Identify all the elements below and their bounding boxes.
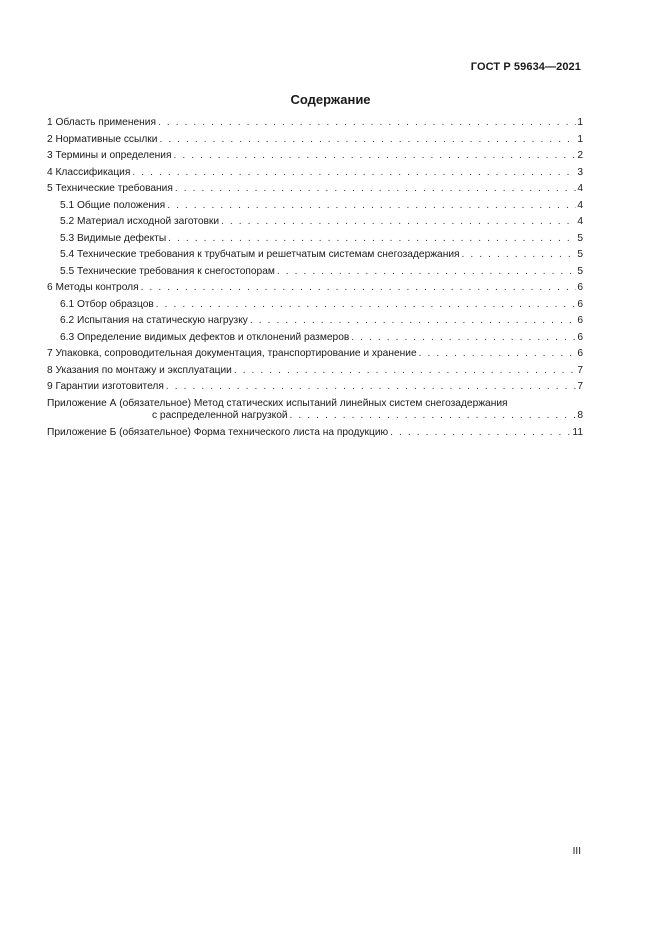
toc-entry-3[interactable] (47, 148, 583, 165)
toc-entry-page: 3 (577, 166, 583, 178)
toc-entry-label: 5.1 Общие положения (60, 199, 166, 211)
toc-entry-5-3[interactable] (47, 231, 583, 248)
toc-entry-6-3[interactable] (47, 330, 583, 347)
toc-entry-6[interactable] (47, 280, 583, 297)
toc-entry-page: 8 (577, 410, 583, 421)
toc-entry-page: 6 (577, 331, 583, 343)
toc-entry-2[interactable] (47, 132, 583, 149)
dot-leader (351, 330, 576, 347)
dot-leader (158, 115, 576, 132)
toc-entry-label: 6.1 Отбор образцов (60, 298, 154, 310)
dot-leader (221, 214, 576, 231)
dot-leader (167, 198, 576, 215)
toc-entry-9[interactable] (47, 379, 583, 396)
toc-entry-label: 5.5 Технические требования к снегостопорам (60, 265, 275, 277)
dot-leader (168, 231, 576, 248)
toc-entry-label: 8 Указания по монтажу и эксплуатации (47, 364, 232, 376)
dot-leader (277, 264, 576, 281)
toc-entry-7[interactable] (47, 346, 583, 363)
toc-entry-page: 6 (577, 282, 583, 293)
toc-entry-5-1[interactable] (47, 198, 583, 215)
toc-entry-label: 9 Гарантии изготовителя (47, 381, 164, 392)
toc-entry-label: 6.3 Определение видимых дефектов и отклонений размеров (60, 331, 350, 343)
toc-entry-page: 5 (577, 249, 583, 260)
dot-leader (141, 280, 577, 297)
toc-entry-label: Приложение Б (обязательное) Форма технического листа на продукцию (47, 427, 389, 438)
toc-entry-page: 6 (577, 298, 583, 310)
dot-leader (250, 313, 576, 330)
toc-entry-1[interactable] (47, 115, 583, 132)
dot-leader (156, 297, 577, 314)
toc-entry-page: 5 (577, 265, 583, 277)
document-code: ГОСТ Р 59634—2021 (470, 61, 581, 73)
dot-leader (173, 148, 576, 165)
toc-entry-8[interactable] (47, 363, 583, 380)
toc-entry-label: 5.2 Материал исходной заготовки (60, 216, 220, 227)
toc-entry-label: 5.3 Видимые дефекты (60, 232, 167, 244)
dot-leader (290, 410, 577, 423)
toc-entry-label: 6 Методы контроля (47, 282, 139, 293)
toc-entry-page: 2 (577, 150, 583, 161)
toc-entry-label: 3 Термины и определения (47, 150, 172, 161)
toc-entry-label: 7 Упаковка, сопроводительная документация, транспортирование и хранение (47, 348, 417, 359)
toc-entry-page: 1 (577, 133, 583, 145)
page-number: III (572, 846, 581, 857)
toc-entry-appendix-a[interactable] (47, 398, 583, 424)
toc-entry-6-1[interactable] (47, 297, 583, 314)
toc-entry-page: 6 (577, 315, 583, 326)
toc-entry-page: 4 (577, 183, 583, 194)
toc-entry-label: Приложение А (обязательное) Метод статических испытаний линейных систем снегозадержания (47, 397, 508, 409)
dot-leader (419, 346, 577, 363)
toc-entry-label: 1 Область применения (47, 117, 156, 128)
toc-entry-page: 4 (577, 199, 583, 211)
toc-entry-appendix-b[interactable] (47, 425, 583, 442)
toc-entry-page: 5 (577, 232, 583, 244)
toc-entry-5[interactable] (47, 181, 583, 198)
toc-entry-page: 1 (577, 117, 583, 128)
toc-entry-page: 7 (577, 364, 583, 376)
toc-entry-4[interactable] (47, 165, 583, 182)
dot-leader (234, 363, 577, 380)
toc-entry-label: 5.4 Технические требования к трубчатым и решетчатым системам снегозадержания (60, 249, 460, 260)
toc-entry-page: 4 (577, 216, 583, 227)
dot-leader (462, 247, 577, 264)
toc-title: Содержание (290, 92, 371, 107)
toc-entry-5-2[interactable] (47, 214, 583, 231)
toc-entry-page: 11 (572, 427, 583, 438)
toc-entry-label: 4 Классификация (47, 166, 131, 178)
dot-leader (159, 132, 576, 149)
dot-leader (132, 165, 576, 182)
table-of-contents (47, 115, 583, 442)
dot-leader (166, 379, 576, 396)
toc-entry-label: 2 Нормативные ссылки (47, 133, 158, 145)
toc-entry-page: 7 (577, 381, 583, 392)
dot-leader (175, 181, 576, 198)
toc-entry-page: 6 (577, 348, 583, 359)
toc-entry-label-continuation: с распределенной нагрузкой (152, 410, 288, 421)
toc-entry-5-5[interactable] (47, 264, 583, 281)
toc-entry-5-4[interactable] (47, 247, 583, 264)
toc-entry-6-2[interactable] (47, 313, 583, 330)
toc-entry-label: 6.2 Испытания на статическую нагрузку (60, 315, 248, 326)
toc-entry-label: 5 Технические требования (47, 183, 173, 194)
dot-leader (390, 425, 571, 442)
